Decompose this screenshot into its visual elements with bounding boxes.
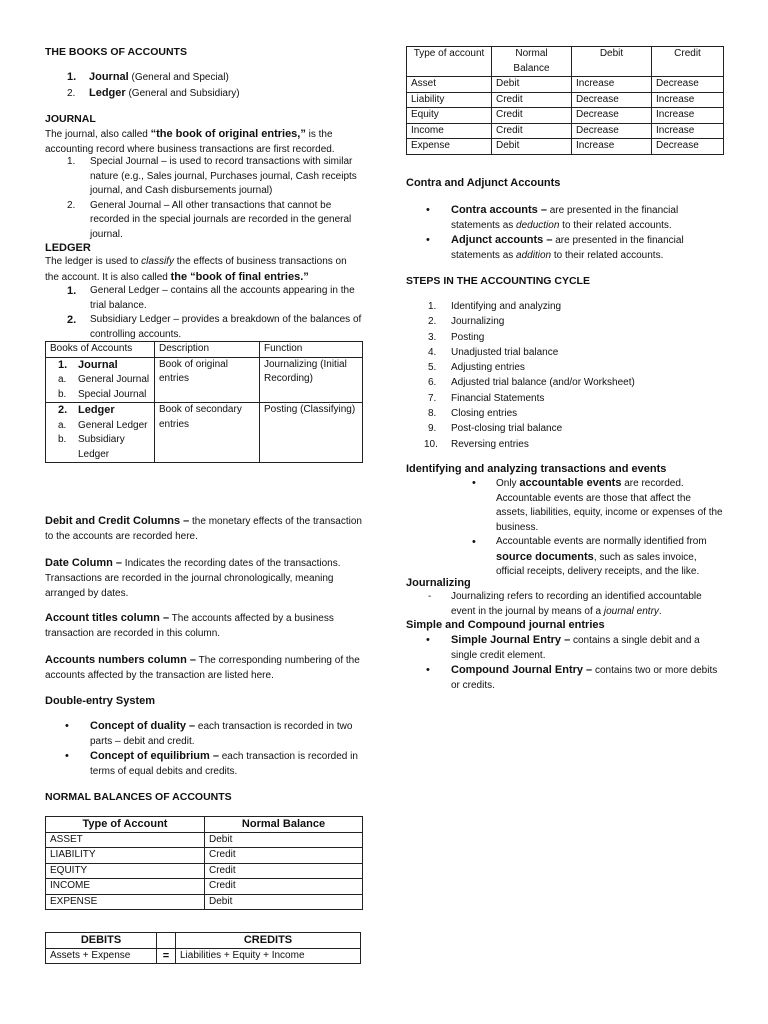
identifying-list — [406, 476, 724, 580]
accounting-equation-table — [45, 932, 361, 964]
table-row: 1. Journal a. General Journal b. Special Journal Book of original entries Journalizing (Initial Recording) — [46, 357, 363, 403]
table-row: ASSET Debit — [46, 832, 363, 848]
table-header: Type of Account — [46, 817, 205, 833]
list-item: 1. Journal (General and Special) — [67, 71, 229, 83]
table-row: EXPENSE Debit — [46, 894, 363, 910]
list-item: 9. Post-closing trial balance — [428, 423, 563, 435]
list-item: 4. Unadjusted trial balance — [428, 346, 559, 358]
journal-intro: The journal, also called “the book of original entries,” is the accounting record where business transactions are first recorded. — [45, 128, 335, 155]
double-entry-heading: Double-entry System — [45, 695, 156, 707]
contra-list — [406, 203, 724, 263]
table-row: 2. Ledger a. General Ledger b. Subsidiary Ledger Book of secondary entries Posting (Classifying) — [46, 403, 363, 463]
list-item: • Contra accounts – are presented in the financial statements as deduction to their related accounts. — [426, 204, 679, 231]
date-column: Date Column – Indicates the recording dates of the transactions. Transactions are recorded in the journal chronologically, meaning arranged by dates. — [45, 557, 341, 599]
table-header: Normal Balance — [492, 47, 572, 77]
table-header: Debit — [572, 47, 652, 77]
books-table — [45, 341, 363, 463]
list-item: • Only accountable events are recorded. Accountable events are those that affect the assets, liabilities, equity, income or expenses of the business. — [472, 477, 723, 533]
table-row: Equity Credit Decrease Increase — [407, 108, 724, 124]
table-header: Description — [155, 342, 260, 358]
identifying-heading: Identifying and analyzing transactions and events — [406, 463, 667, 475]
account-titles-column: Account titles column – The accounts affected by a business transaction are recorded in this column. — [45, 612, 334, 639]
list-item: 10. Reversing entries — [424, 438, 529, 450]
table-row: LIABILITY Credit — [46, 848, 363, 864]
journalizing-heading: Journalizing — [406, 577, 471, 589]
table-header — [157, 933, 176, 949]
table-row: Expense Debit Increase Decrease — [407, 139, 724, 155]
list-item: 8. Closing entries — [428, 408, 518, 420]
list-item: • Compound Journal Entry – contains two or more debits or credits. — [426, 664, 718, 691]
account-rules-table — [406, 46, 724, 155]
table-header: DEBITS — [46, 933, 157, 949]
list-item: 1. Identifying and analyzing — [428, 301, 562, 312]
list-item: 2. Journalizing — [428, 316, 505, 328]
double-entry-list — [45, 719, 363, 779]
list-item: 1. Special Journal – is used to record transactions with similar nature (e.g., Sales journal, Purchases journal, Cash receipts journal, and Cash disbursements journal) — [67, 156, 357, 196]
debit-credit-columns: Debit and Credit Columns – the monetary effects of the transaction to the accounts are recorded here. — [45, 515, 362, 542]
list-item: 3. Posting — [428, 331, 485, 343]
table-row: Asset Debit Increase Decrease — [407, 77, 724, 93]
table-row: Liability Credit Decrease Increase — [407, 92, 724, 108]
simple-compound-list — [406, 633, 724, 693]
list-item: 2. General Journal – All other transactions that cannot be recorded in the special journals are recorded in the general journal. — [67, 199, 352, 240]
ledger-types — [45, 284, 363, 342]
list-item: • Concept of equilibrium – each transaction is recorded in terms of equal debits and credits. — [65, 750, 358, 777]
list-item: - Journalizing refers to recording an identified accountable event in the journal by means of a journal entry. — [428, 591, 702, 617]
ledger-heading: LEDGER — [45, 242, 91, 254]
list-item: 6. Adjusted trial balance (and/or Worksheet) — [428, 377, 635, 389]
books-list — [67, 70, 363, 102]
list-item: 2. Subsidiary Ledger – provides a breakdown of the balances of controlling accounts. — [67, 314, 362, 340]
normal-balances-table — [45, 816, 363, 910]
list-item: 1. General Ledger – contains all the accounts appearing in the trial balance. — [67, 285, 355, 311]
journalizing-text — [406, 590, 724, 619]
journal-heading: JOURNAL — [45, 113, 96, 125]
list-item: • Concept of duality – each transaction is recorded in two parts – debit and credit. — [65, 720, 353, 747]
list-item: • Accountable events are normally identified from source documents, such as sales invoice, official receipts, delivery receipts, and the like. — [472, 536, 707, 577]
table-row: Assets + Expense = Liabilities + Equity + Income — [46, 948, 361, 964]
steps-list — [406, 299, 724, 452]
simple-compound-heading: Simple and Compound journal entries — [406, 619, 605, 631]
table-header: Function — [260, 342, 363, 358]
table-row: EQUITY Credit — [46, 863, 363, 879]
table-row: Income Credit Decrease Increase — [407, 123, 724, 139]
list-item: • Adjunct accounts – are presented in the financial statements as addition to their related accounts. — [426, 234, 684, 261]
table-header: Books of Accounts — [46, 342, 155, 358]
journal-types — [45, 155, 363, 242]
table-header: Type of account — [407, 47, 492, 77]
table-row: INCOME Credit — [46, 879, 363, 895]
ledger-intro: The ledger is used to classify the effects of business transactions on the account. It is also called the “book of final entries.” — [45, 256, 347, 283]
account-numbers-column: Accounts numbers column – The corresponding numbering of the accounts affected by the transaction are listed here. — [45, 654, 360, 681]
list-item: • Simple Journal Entry – contains a single debit and a single credit element. — [426, 634, 700, 661]
steps-heading: STEPS IN THE ACCOUNTING CYCLE — [406, 275, 590, 287]
list-item: 7. Financial Statements — [428, 392, 545, 404]
table-header: Normal Balance — [205, 817, 363, 833]
table-header: CREDITS — [176, 933, 361, 949]
table-header: Credit — [652, 47, 724, 77]
normal-balances-heading: NORMAL BALANCES OF ACCOUNTS — [45, 791, 232, 803]
list-item: 2. Ledger (General and Subsidiary) — [67, 87, 240, 99]
contra-heading: Contra and Adjunct Accounts — [406, 177, 561, 189]
page-title: THE BOOKS OF ACCOUNTS — [45, 46, 187, 58]
list-item: 5. Adjusting entries — [428, 362, 525, 374]
